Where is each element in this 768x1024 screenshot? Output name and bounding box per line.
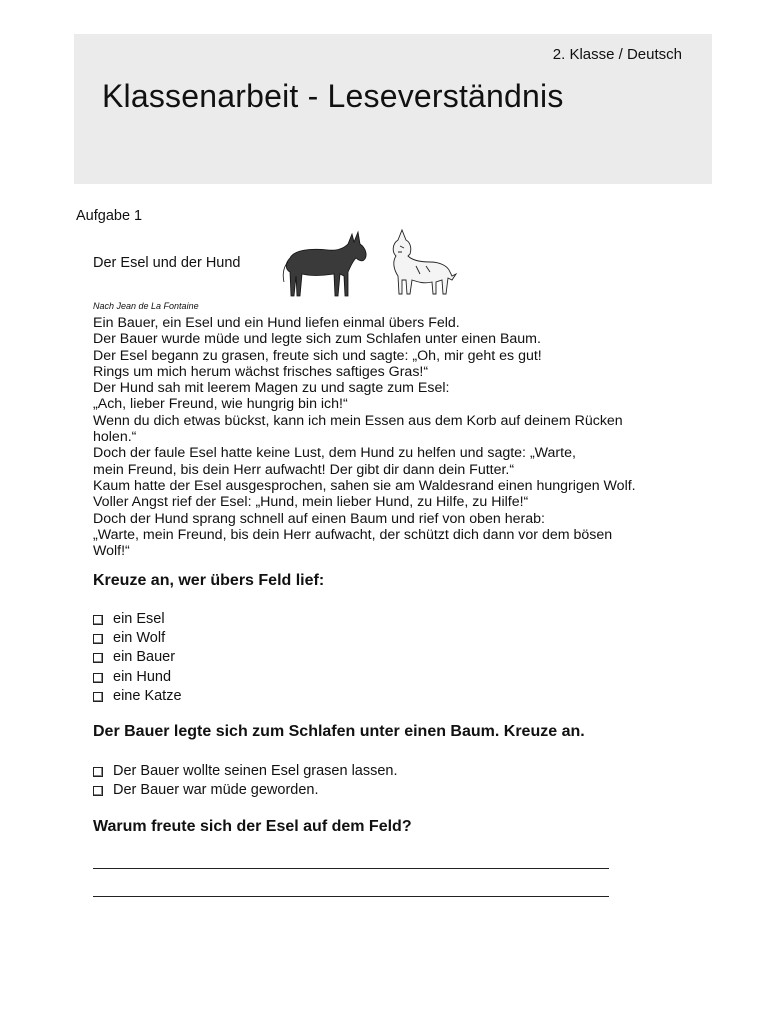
question-3: Warum freute sich der Esel auf dem Feld?: [93, 818, 412, 835]
option-label: eine Katze: [113, 687, 182, 704]
task-label: Aufgabe 1: [76, 208, 143, 224]
checkbox[interactable]: [93, 673, 103, 683]
option-label: Der Bauer wollte seinen Esel grasen lassen.: [113, 762, 398, 779]
checkbox[interactable]: [93, 786, 103, 796]
option-muede[interactable]: [93, 780, 398, 799]
story-line: holen.“: [93, 429, 137, 446]
grade-label: 2. Klasse / Deutsch: [552, 46, 682, 63]
option-grasen[interactable]: [93, 761, 398, 780]
story-line: „Ach, lieber Freund, wie hungrig bin ich!“: [93, 396, 348, 413]
story-line: Ein Bauer, ein Esel und ein Hund liefen einmal übers Feld.: [93, 315, 460, 331]
story-line: Wolf!“: [93, 543, 130, 560]
answer-line[interactable]: [93, 896, 609, 897]
page-title: Klassenarbeit - Leseverständnis: [102, 78, 564, 114]
question-2-options: [93, 761, 398, 800]
story-line: „Warte, mein Freund, bis dein Herr aufwacht, der schützt dich dann vor dem bösen: [93, 526, 613, 543]
story-title: Der Esel und der Hund: [93, 255, 241, 271]
story-illustrations: [280, 226, 462, 302]
story-line: Wenn du dich etwas bückst, kann ich mein Essen aus dem Korb auf deinem Rücken: [93, 412, 623, 429]
option-label: ein Wolf: [113, 629, 166, 646]
story-line: Der Esel begann zu grasen, freute sich und sagte: „Oh, mir geht es gut!: [93, 347, 542, 364]
question-1-options: [93, 609, 182, 705]
option-label: Der Bauer war müde geworden.: [113, 781, 319, 798]
question-1: Kreuze an, wer übers Feld lief:: [93, 572, 325, 589]
option-katze[interactable]: [93, 686, 182, 705]
header-box: [74, 34, 712, 184]
story-line: Voller Angst rief der Esel: „Hund, mein lieber Hund, zu Hilfe, zu Hilfe!“: [93, 494, 529, 511]
option-bauer[interactable]: [93, 648, 182, 667]
option-label: ein Hund: [113, 668, 172, 685]
dog-illustration: [393, 230, 456, 294]
answer-line[interactable]: [93, 868, 609, 869]
story-line: Der Hund sah mit leerem Magen zu und sagte zum Esel:: [93, 380, 450, 397]
option-esel[interactable]: [93, 609, 182, 628]
checkbox[interactable]: [93, 653, 103, 663]
checkbox[interactable]: [93, 767, 103, 777]
donkey-illustration: [283, 232, 366, 296]
story-line: Rings um mich herum wächst frisches saftiges Gras!“: [93, 363, 429, 380]
story-line: Doch der faule Esel hatte keine Lust, dem Hund zu helfen und sagte: „Warte,: [93, 445, 576, 462]
question-2: Der Bauer legte sich zum Schlafen unter einen Baum. Kreuze an.: [93, 723, 585, 740]
story-source: Nach Jean de La Fontaine: [93, 301, 199, 311]
story-line: mein Freund, bis dein Herr aufwacht! Der gibt dir dann dein Futter.“: [93, 461, 515, 478]
option-label: ein Bauer: [113, 649, 176, 666]
checkbox[interactable]: [93, 692, 103, 702]
option-wolf[interactable]: [93, 628, 182, 647]
story-text: [93, 315, 713, 559]
option-hund[interactable]: [93, 667, 182, 686]
option-label: ein Esel: [113, 610, 165, 627]
checkbox[interactable]: [93, 615, 103, 625]
story-line: Der Bauer wurde müde und legte sich zum Schlafen unter einen Baum.: [93, 331, 541, 348]
checkbox[interactable]: [93, 634, 103, 644]
story-line: Doch der Hund sprang schnell auf einen Baum und rief von oben herab:: [93, 510, 545, 527]
story-line: Kaum hatte der Esel ausgesprochen, sahen sie am Waldesrand einen hungrigen Wolf.: [93, 477, 636, 494]
